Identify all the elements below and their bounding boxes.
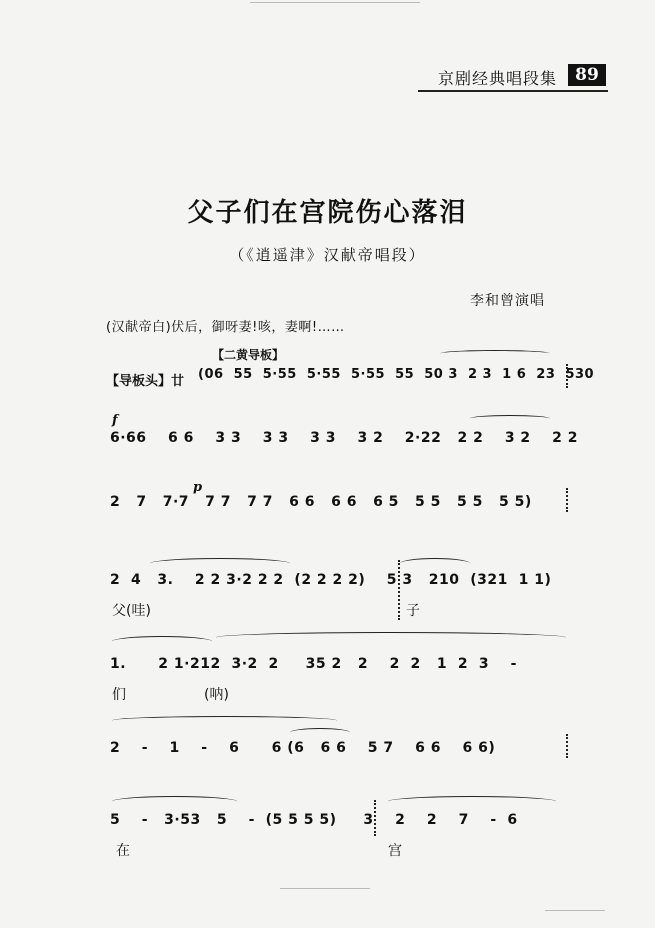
line1-slur [440, 350, 550, 357]
book-title: 京剧经典唱段集 [438, 69, 558, 88]
line4-lyric-b: 子 [406, 603, 420, 619]
line1-barline [566, 364, 570, 388]
performer-credit: 李和曾演唱 [470, 293, 545, 309]
line7-lyric-a: 在 [116, 843, 130, 859]
line3-notes: 2 7 7·7 7 7 7 7 6 6 6 6 6 5 5 5 5 5 5 5) [110, 494, 532, 510]
line5-notes: 1. 2 1·212 3·2 2 35 2 2 2 2 1 2 3 - [110, 656, 517, 672]
line6-slur-a [112, 716, 337, 725]
line4-notes: 2 4 3. 2 2 3·2 2 2 (2 2 2 2) 5 3 210 (321 1 1) [110, 572, 552, 588]
line6-slur-b [290, 728, 350, 737]
section-label: 【二黄导板】 [212, 348, 285, 362]
line4-slur-a [150, 558, 290, 569]
line5-lyric-a: 们 [112, 687, 126, 703]
bottom-scan-mark-b [545, 910, 605, 911]
header-rule [418, 90, 608, 92]
line4-slur-b [400, 558, 470, 569]
line1-notes: (06 55 5·55 5·55 5·55 55 50 3 2 3 1 6 23 530 [198, 367, 595, 382]
line7-barline [374, 800, 378, 836]
line3-barline [566, 488, 570, 512]
line5-lyric-b: (呐) [204, 687, 229, 703]
line2-dynamic-mark: f [112, 413, 118, 428]
line6-barline [566, 734, 570, 758]
line4-lyric-a: 父(哇) [112, 603, 151, 619]
bottom-scan-mark-a [280, 888, 370, 889]
page-number: 89 [568, 64, 606, 86]
line1-prefix: 【导板头】廿 [106, 374, 185, 389]
song-title: 父子们在宫院伤心落泪 [187, 198, 468, 228]
line4-barline [398, 560, 402, 620]
line6-notes: 2 - 1 - 6 6 (6 6 6 5 7 6 6 6 6) [110, 740, 496, 756]
line5-slur-b [216, 632, 566, 643]
line7-slur-a [112, 796, 237, 807]
line3-dynamic-mark: p [193, 480, 203, 495]
line2-slur [470, 415, 550, 422]
song-subtitle: （《逍遥津》汉献帝唱段） [229, 246, 426, 264]
line7-notes: 5 - 3·53 5 - (5 5 5 5) 3 2 2 7 - 6 [110, 812, 518, 828]
top-scan-mark [250, 2, 420, 3]
line2-notes: 6·66 6 6 3 3 3 3 3 3 3 2 2·22 2 2 3 2 2 2 [110, 430, 579, 446]
line7-lyric-b: 宫 [388, 843, 402, 859]
line5-slur-a [112, 636, 212, 647]
spoken-line: (汉献帝白)伏后，御呀妻!咳，妻啊!…… [106, 320, 345, 335]
line7-slur-b [388, 796, 556, 807]
